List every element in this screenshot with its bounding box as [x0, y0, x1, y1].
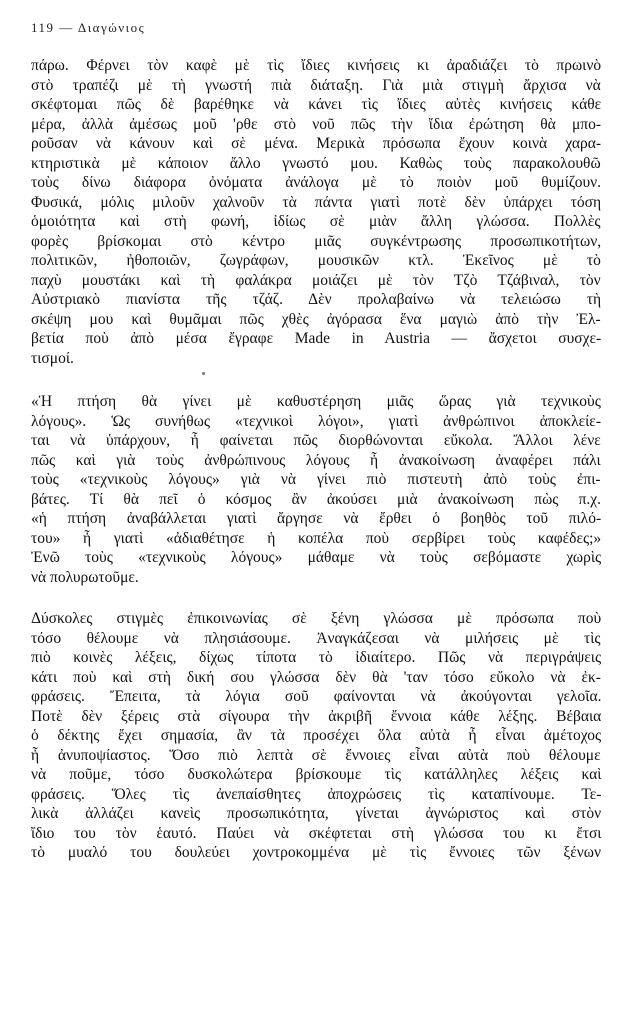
text-line: Αὐστριακὸ πιανίστα τῆς τζάζ. Δὲν προλαβαίνω νὰ τελειώσω τὴ — [31, 291, 602, 308]
text-line: ροῦσαν νὰ κάνουν καὶ σὲ μένα. Μερικὰ πρόσωπα ἔχουν κοινὰ χαρα- — [31, 135, 602, 152]
text-line: τὸ μυαλό του δουλεύει χοντροκομμένα μὲ τὶς ἔννοιες τῶν ξένων — [31, 844, 601, 861]
header-separator: — — [59, 20, 74, 35]
text-line: τισμοί. — [31, 349, 74, 367]
text-line: πάρω. Φέρνει τὸν καφὲ μὲ τὶς ἴδιες κινήσεις κι ἀραδιάζει τὸ πρωινὸ — [31, 57, 602, 74]
body-text — [31, 56, 601, 863]
text-line: ἴδιο του τὸν ἑαυτό. Παύει νὰ σκέφτεται στὴ γλώσσα του κι ἔτσι — [31, 824, 602, 842]
text-line: ὁ δέκτης ἔχει σημασία, ἂν τὰ προσέχει ὅλα αὐτὰ ἦ εἶναι ἀμέτοχος — [31, 727, 602, 744]
text-line: βάτες. Τί θὰ πεῖ ὁ κόσμος ἂν ἀκούσει μιὰ ἀνακοίνωση πὼς π.χ. — [31, 490, 602, 508]
text-line: στὸ τραπέζι μὲ τὴ γνωστή πιὰ διάταξη. Γιὰ μιὰ στιγμὴ ἄρχισα νὰ — [31, 76, 601, 94]
text-line: κτηριστικὰ μὲ κάποιον ἄλλο γνωστό μου. Καθὼς τοὺς παρακολουθῶ — [31, 154, 601, 172]
text-line: «ἡ πτήση ἀναβάλλεται γιατὶ ἄργησε νὰ ἔρθει ὁ βοηθὸς τοῦ πιλό- — [31, 510, 602, 527]
text-line: τοὺς δίνω διάφορα ὀνόματα ἀνάλογα μὲ τὸ ποιὸν μοῦ θυμίζουν. — [31, 174, 602, 191]
text-line: σκέφτομαι πῶς δὲ βαρέθηκε νὰ κάνει τὶς ἴδιες αὐτὲς κινήσεις κάθε — [31, 96, 602, 113]
text-line: Φυσικά, μόλις μιλοῦν χαλνοῦν τὰ πάντα γιατὶ ποτὲ δὲν ὑπάρχει τόση — [31, 193, 602, 211]
paragraph-2 — [31, 392, 601, 587]
page-number: 119 — [31, 20, 55, 35]
paragraph-1 — [31, 56, 601, 368]
paragraph-3 — [31, 609, 601, 863]
text-line: κάτι ποὺ καὶ στὴ δική σου γλώσσα δὲν θὰ 'ταν τόσο εὔκολο νὰ ἐκ- — [31, 668, 601, 686]
text-line: βετία ποὺ ἀπὸ μέσα ἔγραφε Made in Austria — ἄσχετοι συσχε- — [31, 330, 602, 347]
text-line: νὰ πολυρωτοῦμε. — [31, 568, 139, 586]
text-line: πῶς καὶ γιὰ τοὺς ἀνθρώπινους λόγους ἦ ἀνακοίνωση ἀναφέρει πάλι — [31, 451, 601, 469]
text-line: Ἐνῶ τοὺς «τεχνικοὺς λόγους» μάθαμε νὰ τοὺς σεβόμαστε χωρὶς — [31, 549, 602, 566]
text-line: πολιτικῶν, ἠθοποιῶν, ζωγράφων, μουσικῶν κτλ. Ἐκεῖνος μὲ τὸ — [31, 252, 601, 269]
text-line: τοὺς «τεχνικοὺς λόγους» γιὰ νὰ γίνει πιὸ πιστευτὴ ἀπὸ τοὺς ἐπι- — [31, 471, 601, 488]
text-line: νὰ ποῦμε, τόσο δυσκολώτερα βρίσκουμε τὶς κατάλληλες λέξεις καὶ — [31, 766, 602, 783]
text-line: φράσεις. Ἔπειτα, τὰ λόγια σοῦ φαίνονται νὰ ἀκούγονται γελοῖα. — [31, 688, 602, 705]
text-line: Ποτὲ δὲν ξέρεις στὰ σίγουρα τὴν ἀκριβῆ ἔννοια κάθε λέξης. Βέβαια — [31, 707, 602, 725]
text-line: σκέψη μου καὶ θυμᾶμαι πῶς χθὲς ἀγόρασα ἕνα μαγιὼ ἀπὸ τὴν Ἐλ- — [31, 310, 601, 328]
text-line: φορὲς βρίσκομαι στὸ κέντρο μιᾶς συγκέντρωσης προσωπικοτήτων, — [31, 232, 602, 250]
running-title: Διαγώνιος — [77, 20, 146, 35]
text-line: Δύσκολες στιγμὲς ἐπικοινωνίας σὲ ξένη γλώσσα μὲ πρόσωπα ποὺ — [31, 610, 602, 627]
text-line: τόσο θέλουμε νὰ πλησιάσουμε. Ἀναγκάζεσαι νὰ μιλήσεις μὲ τὶς — [31, 629, 601, 647]
text-line: πιὸ κοινὲς λέξεις, δίχως τίποτα τὸ ἰδιαίτερο. Πῶς νὰ περιγράψεις — [31, 649, 602, 666]
running-head — [31, 20, 145, 36]
text-line: φράσεις. Ὅλες τὶς ἀνεπαίσθητες ἀποχρώσεις τὶς καταπίνουμε. Τε- — [31, 785, 602, 803]
text-line: ται νὰ ὑπάρχουν, ἦ φαίνεται πῶς διορθώνονται εὔκολα. Ἄλλοι λένε — [31, 432, 601, 449]
text-line: παχὺ μουστάκι καὶ τὴ φαλάκρα μοιάζει μὲ τὸν Τζὸ Τζάβιναλ, τὸν — [31, 271, 601, 289]
text-line: λικὰ ἀλλάζει κανεὶς προσωπικότητα, γίνεται ἀγνώριστος καὶ στὸν — [31, 805, 602, 822]
text-line: «Ἡ πτήση θὰ γίνει μὲ καθυστέρηση μιᾶς ὥρας γιὰ τεχνικοὺς — [31, 393, 601, 410]
ink-speck — [202, 372, 205, 375]
text-line: μέρα, ἀλλὰ ἀμέσως μοῦ 'ρθε στὸ νοῦ πῶς τὴν ἴδια ἐρώτηση θὰ μπο- — [31, 115, 602, 133]
text-line: λόγους». Ὡς συνήθως «τεχνικοὶ λόγοι», γιατὶ ἀνθρώπινοι ἀποκλείε- — [31, 412, 601, 430]
text-line: ὁμοιότητα καὶ στὴ φωνή, ἰδίως σὲ μιὰν ἄλλη γλώσσα. Πολλὲς — [31, 213, 601, 230]
text-line: του» ἦ γιατὶ «ἀδιαθέτησε ἡ κοπέλα ποὺ σερβίρει τοὺς καφέδες;» — [31, 529, 602, 547]
text-line: ἦ ἀνυποψίαστος. Ὅσο πιὸ λεπτὰ σὲ ἔννοιες εἶναι αὐτὰ ποὺ θέλουμε — [31, 746, 601, 764]
